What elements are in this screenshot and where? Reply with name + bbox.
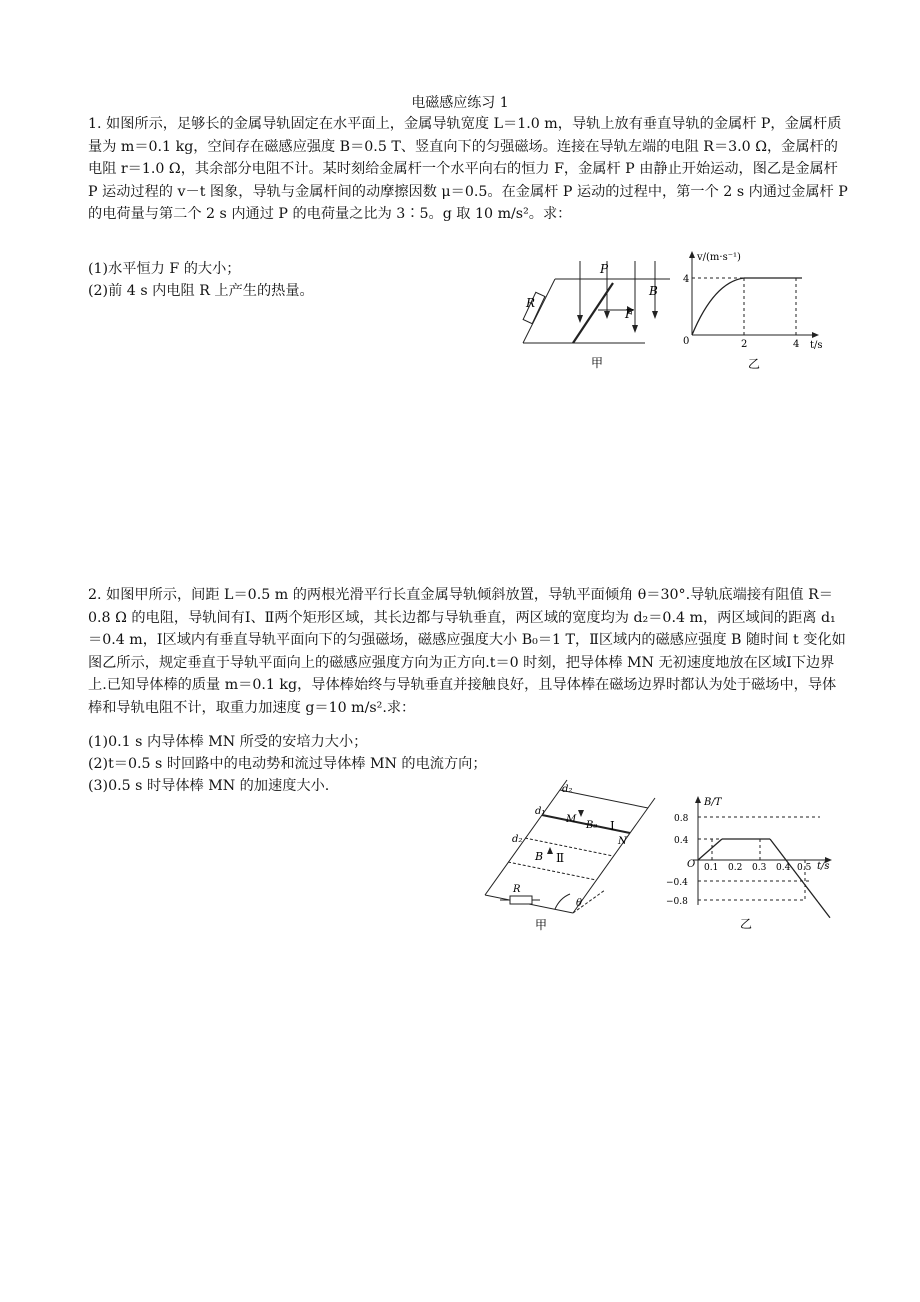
q1-yi-ylabel: v/(m·s⁻¹) bbox=[697, 252, 741, 263]
q2-yi-xtick-0-4: 0.4 bbox=[776, 863, 791, 873]
q2-jia-label-d2-top: d₂ bbox=[562, 784, 573, 795]
q2-yi-xtick-0-5: 0.5 bbox=[797, 863, 812, 873]
q1-yi-xtick-4: 4 bbox=[793, 339, 800, 350]
q2-yi-ytick-neg-0-4: −0.4 bbox=[666, 878, 688, 888]
question-2-sub-1: (1)0.1 s 内导体棒 MN 所受的安培力大小； bbox=[88, 734, 368, 750]
q2-yi-xtick-0-3: 0.3 bbox=[752, 863, 767, 873]
q2-jia-label-b: B bbox=[535, 850, 544, 863]
q2-yi-ylabel: B/T bbox=[704, 797, 722, 808]
q2-jia-label-n: N bbox=[618, 836, 627, 847]
page-title: 电磁感应练习 1 bbox=[411, 95, 509, 111]
q1-yi-origin: 0 bbox=[683, 336, 690, 347]
q2-jia-label-m: M bbox=[566, 814, 577, 825]
q1-yi-ytick: 4 bbox=[683, 274, 690, 285]
question-1-text: 1. 如图所示，足够长的金属导轨固定在水平面上，金属导轨宽度 L＝1.0 m，导轨上放有垂直导轨的金属杆 P，金属杆质量为 m＝0.1 kg，空间存在磁感应强度 B＝0.5 T、竖直向下的匀强磁场。连接在导轨左端的电阻 R＝3.0 Ω，金属杆的电阻 r＝1.0 Ω，其余部分电阻不计。某时刻给金属杆一个水平向右的恒力 F，金属杆 P 由静止开始运动，图乙是金属杆 P 运动过程的 v－t 图象，导轨与金属杆间的动摩擦因数 μ＝0.5。在金属杆 P 运动的过程中，第一个 2 s 内通过金属杆 P 的电荷量与第二个 2 s 内通过 P 的电荷量之比为 3∶5。g 取 10 m/s²。求： bbox=[88, 116, 848, 223]
q2-yi-ytick-0-8: 0.8 bbox=[674, 814, 689, 824]
q2-jia-caption: 甲 bbox=[535, 918, 548, 932]
question-1-sub-2: (2)前 4 s 内电阻 R 上产生的热量。 bbox=[88, 283, 314, 299]
q2-yi-caption: 乙 bbox=[740, 917, 753, 931]
q2-jia-label-b0: B₀ bbox=[586, 820, 598, 831]
q2-yi-ytick-neg-0-8: −0.8 bbox=[666, 897, 688, 907]
q1-yi-xlabel: t/s bbox=[810, 340, 823, 351]
q2-jia-label-theta: θ bbox=[576, 898, 583, 909]
q2-yi-xtick-0-2: 0.2 bbox=[728, 863, 743, 873]
q1-yi-xtick-2: 2 bbox=[741, 339, 748, 350]
q2-figure-yi bbox=[660, 795, 840, 935]
q2-jia-label-d2-bottom: d₂ bbox=[512, 834, 523, 845]
q2-yi-ytick-0-4: 0.4 bbox=[674, 836, 689, 846]
q1-figure-jia bbox=[515, 255, 685, 375]
q2-jia-label-region-i: Ⅰ bbox=[610, 819, 615, 833]
q2-figure-jia bbox=[480, 770, 670, 935]
question-1-sub-1: (1)水平恒力 F 的大小； bbox=[88, 261, 241, 277]
q2-yi-xlabel: t/s bbox=[817, 861, 830, 872]
q2-yi-origin: O bbox=[687, 859, 696, 870]
q2-jia-label-d1: d₁ bbox=[535, 806, 546, 817]
q2-jia-label-r: R bbox=[513, 884, 521, 895]
q2-yi-xtick-0-1: 0.1 bbox=[704, 863, 719, 873]
q2-jia-label-region-ii: Ⅱ bbox=[556, 851, 565, 865]
q2-b-t-trace bbox=[698, 839, 830, 918]
b-t-segment bbox=[818, 902, 830, 918]
q1-figure-yi bbox=[672, 250, 832, 375]
question-2-sub-2: (2)t＝0.5 s 时回路中的电动势和流过导体棒 MN 的电流方向； bbox=[88, 756, 487, 772]
q1-yi-caption: 乙 bbox=[748, 357, 761, 371]
q1-jia-label-f: F bbox=[625, 307, 634, 321]
question-2-sub-3: (3)0.5 s 时导体棒 MN 的加速度大小. bbox=[88, 778, 330, 794]
question-2-text: 2. 如图甲所示，间距 L＝0.5 m 的两根光滑平行长直金属导轨倾斜放置，导轨平面倾角 θ＝30°.导轨底端接有阻值 R＝0.8 Ω 的电阻，导轨间有Ⅰ、Ⅱ两个矩形区域，其长边都与导轨垂直，两区域的宽度均为 d₂＝0.4 m，两区域间的距离 d₁＝0.4 m，Ⅰ区域内有垂直导轨平面向下的匀强磁场，磁感应强度大小 B₀＝1 T，Ⅱ区域内的磁感应强度 B 随时间 t 变化如图乙所示，规定垂直于导轨平面向上的磁感应强度方向为正方向.t＝0 时刻，把导体棒 MN 无初速度地放在区域Ⅰ下边界上.已知导体棒的质量 m＝0.1 kg，导体棒始终与导轨垂直并接触良好，且导体棒在磁场边界时都认为处于磁场中，导体棒和导轨电阻不计，取重力加速度 g＝10 m/s².求： bbox=[88, 587, 846, 716]
q1-jia-label-p: P bbox=[600, 262, 609, 276]
q1-jia-caption: 甲 bbox=[591, 356, 604, 370]
q1-jia-label-r: R bbox=[526, 296, 536, 310]
b-t-segment bbox=[698, 839, 722, 860]
q1-jia-label-b: B bbox=[649, 284, 658, 298]
